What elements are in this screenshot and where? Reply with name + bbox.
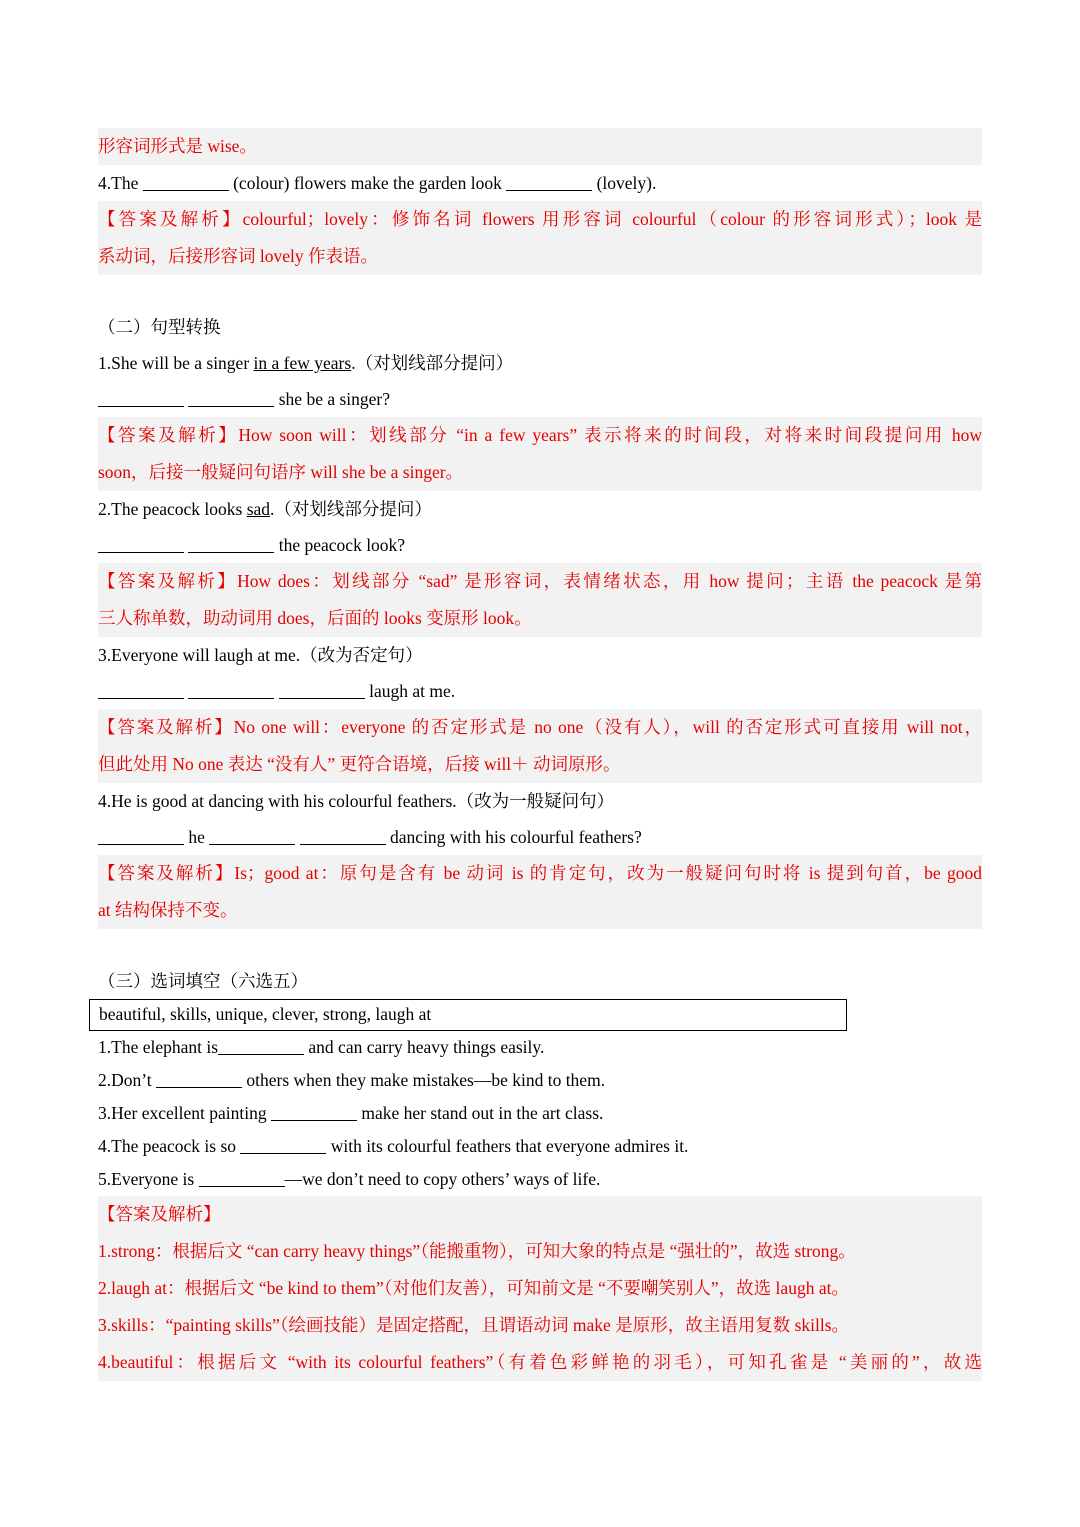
answer-line: 【答案及解析】How does：划线部分 “sad” 是形容词，表情绪状态，用 how 提问；主语 the peacock 是第	[98, 571, 982, 591]
answer-blank[interactable]	[218, 1036, 304, 1055]
question-choice-4: 4.The peacock is so with its colourful feathers that everyone admires it.	[98, 1136, 689, 1156]
answer-blank[interactable]	[240, 1135, 326, 1154]
answer-block-choice	[98, 1196, 982, 1381]
answer-blank[interactable]	[506, 172, 592, 191]
answer-line: 【答案及解析】How soon will：划线部分 “in a few years” 表示将来的时间段，对将来时间段提问用 how	[98, 425, 982, 445]
answer-blank[interactable]	[98, 826, 184, 845]
answer-line: 【答案及解析】No one will：everyone 的否定形式是 no one（没有人），will 的否定形式可直接用 will not，	[98, 717, 982, 737]
answer-blank[interactable]	[98, 680, 184, 699]
section-heading-2: （二）句型转换	[98, 317, 221, 337]
question-transform-3: 3.Everyone will laugh at me.（改为否定句）	[98, 645, 423, 665]
answer-blank[interactable]	[199, 1168, 285, 1187]
fill-line: laugh at me.	[98, 673, 982, 709]
answer-blank[interactable]	[271, 1102, 357, 1121]
answer-title: 【答案及解析】	[98, 1204, 221, 1224]
answer-blank[interactable]	[279, 680, 365, 699]
answer-blank[interactable]	[209, 826, 295, 845]
answer-blank[interactable]	[156, 1069, 242, 1088]
question-choice-5: 5.Everyone is —we don’t need to copy others’ ways of life.	[98, 1169, 601, 1189]
answer-line: 1.strong：根据后文 “can carry heavy things”（能搬重物），可知大象的特点是 “强壮的”，故选 strong。	[98, 1241, 856, 1261]
answer-block-vocab-4	[98, 201, 982, 275]
answer-line: 【答案及解析】Is；good at：原句是含有 be 动词 is 的肯定句，改为一般疑问句时将 is 提到句首，be good	[98, 863, 982, 883]
answer-line: 形容词形式是 wise。	[98, 136, 257, 156]
answer-line: at 结构保持不变。	[98, 900, 238, 920]
word-bank-box: beautiful, skills, unique, clever, strong, laugh at	[89, 999, 847, 1031]
question-choice-2: 2.Don’t others when they make mistakes—be kind to them.	[98, 1070, 606, 1090]
answer-block-transform-2	[98, 563, 982, 637]
question-transform-4: 4.He is good at dancing with his colourful feathers.（改为一般疑问句）	[98, 791, 615, 811]
answer-line: 系动词，后接形容词 lovely 作表语。	[98, 246, 378, 266]
question-choice-1: 1.The elephant is and can carry heavy things easily.	[98, 1037, 545, 1057]
answer-blank[interactable]	[188, 680, 274, 699]
answer-line: 4.beautiful：根据后文 “with its colourful feathers”（有着色彩鲜艳的羽毛），可知孔雀是 “美丽的”，故选	[98, 1352, 982, 1372]
underlined-phrase: sad	[246, 499, 271, 519]
fill-line: she be a singer?	[98, 381, 982, 417]
answer-block-transform-1	[98, 417, 982, 491]
answer-line: soon，后接一般疑问句语序 will she be a singer。	[98, 462, 464, 482]
question-transform-1: 1.She will be a singer in a few years.（对划线部分提问）	[98, 353, 514, 373]
answer-blank[interactable]	[143, 172, 229, 191]
answer-line: 三人称单数，助动词用 does，后面的 looks 变原形 look。	[98, 608, 532, 628]
answer-line: 但此处用 No one 表达 “没有人” 更符合语境，后接 will＋ 动词原形。	[98, 754, 621, 774]
answer-blank[interactable]	[188, 388, 274, 407]
answer-line: 3.skills：“painting skills”（绘画技能）是固定搭配，且谓语动词 make 是原形，故主语用复数 skills。	[98, 1315, 850, 1335]
fill-line: the peacock look?	[98, 527, 982, 563]
fill-line: he dancing with his colourful feathers?	[98, 819, 982, 855]
section-heading-3: （三）选词填空（六选五）	[98, 971, 308, 991]
answer-block-top	[98, 128, 982, 165]
question-transform-2: 2.The peacock looks sad.（对划线部分提问）	[98, 499, 432, 519]
answer-blank[interactable]	[98, 534, 184, 553]
answer-blank[interactable]	[300, 826, 386, 845]
answer-block-transform-4	[98, 855, 982, 929]
answer-line: 2.laugh at：根据后文 “be kind to them”（对他们友善），可知前文是 “不要嘲笑别人”，故选 laugh at。	[98, 1278, 849, 1298]
answer-line: 【答案及解析】colourful；lovely：修饰名词 flowers 用形容词 colourful（colour 的形容词形式）；look 是	[98, 209, 982, 229]
document-page	[98, 128, 982, 1381]
question-vocab-4: 4.The (colour) flowers make the garden look (lovely).	[98, 173, 657, 193]
answer-blank[interactable]	[98, 388, 184, 407]
question-choice-3: 3.Her excellent painting make her stand out in the art class.	[98, 1103, 604, 1123]
answer-blank[interactable]	[188, 534, 274, 553]
underlined-phrase: in a few years	[253, 353, 352, 373]
answer-block-transform-3	[98, 709, 982, 783]
